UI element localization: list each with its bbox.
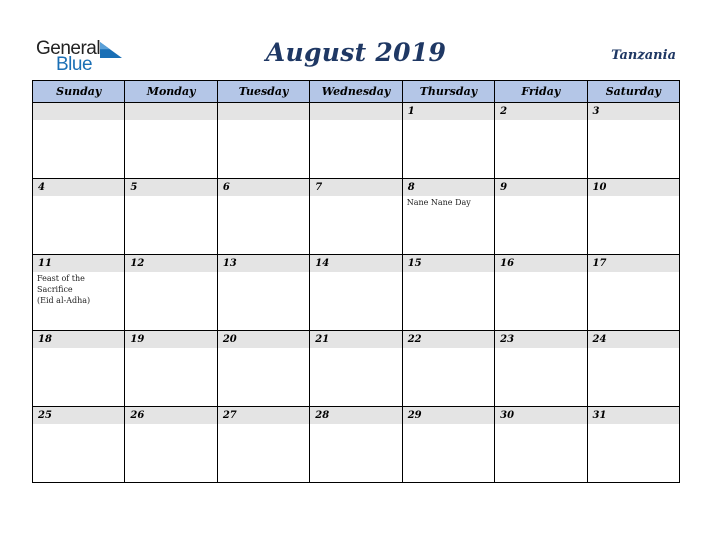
day-number: 15 bbox=[403, 255, 494, 272]
day-cell bbox=[33, 331, 125, 407]
brand-name-general: General bbox=[36, 38, 101, 59]
day-cell bbox=[587, 103, 679, 179]
day-cell bbox=[33, 255, 125, 331]
day-cell bbox=[33, 407, 125, 483]
day-number: 14 bbox=[310, 255, 401, 272]
day-cell bbox=[495, 103, 587, 179]
day-cell bbox=[125, 407, 217, 483]
weekday-thursday: Thursday bbox=[402, 81, 494, 103]
day-number: 17 bbox=[588, 255, 679, 272]
day-number: 6 bbox=[218, 179, 309, 196]
brand-name-blue: Blue bbox=[56, 54, 93, 75]
day-cell bbox=[33, 179, 125, 255]
empty-day-cell bbox=[310, 103, 402, 179]
day-number: 10 bbox=[588, 179, 679, 196]
holiday-event-line: Feast of the Sacrifice bbox=[37, 274, 85, 294]
day-number: 18 bbox=[33, 331, 124, 348]
weekday-monday: Monday bbox=[125, 81, 217, 103]
day-cell bbox=[125, 179, 217, 255]
empty-day-cell bbox=[125, 103, 217, 179]
week-row bbox=[33, 103, 680, 179]
day-number: 3 bbox=[588, 103, 679, 120]
day-number: 29 bbox=[403, 407, 494, 424]
day-number: 7 bbox=[310, 179, 401, 196]
day-number: 22 bbox=[403, 331, 494, 348]
day-cell bbox=[310, 179, 402, 255]
day-number: 16 bbox=[495, 255, 586, 272]
holiday-event-line: Nane Nane Day bbox=[406, 198, 471, 207]
day-cell bbox=[217, 179, 309, 255]
day-cell bbox=[495, 179, 587, 255]
day-number: 30 bbox=[495, 407, 586, 424]
day-number: 9 bbox=[495, 179, 586, 196]
day-number: 31 bbox=[588, 407, 679, 424]
calendar-title: August 2019 bbox=[265, 38, 447, 67]
weekday-header-row bbox=[33, 81, 680, 103]
holiday-event bbox=[403, 196, 494, 208]
calendar-grid bbox=[32, 80, 680, 483]
day-cell bbox=[587, 331, 679, 407]
day-cell bbox=[217, 331, 309, 407]
day-cell bbox=[125, 255, 217, 331]
day-number: 24 bbox=[588, 331, 679, 348]
day-number bbox=[218, 103, 309, 120]
week-row bbox=[33, 331, 680, 407]
day-number: 19 bbox=[125, 331, 216, 348]
day-cell bbox=[587, 179, 679, 255]
day-cell bbox=[310, 407, 402, 483]
empty-day-cell bbox=[33, 103, 125, 179]
day-number bbox=[33, 103, 124, 120]
weekday-friday: Friday bbox=[495, 81, 587, 103]
day-number: 23 bbox=[495, 331, 586, 348]
empty-day-cell bbox=[217, 103, 309, 179]
weekday-wednesday: Wednesday bbox=[310, 81, 402, 103]
day-cell bbox=[587, 255, 679, 331]
day-cell bbox=[495, 407, 587, 483]
week-row bbox=[33, 407, 680, 483]
day-cell bbox=[402, 255, 494, 331]
day-number: 28 bbox=[310, 407, 401, 424]
day-cell bbox=[495, 331, 587, 407]
day-number: 4 bbox=[33, 179, 124, 196]
day-cell bbox=[402, 407, 494, 483]
weekday-sunday: Sunday bbox=[33, 81, 125, 103]
day-number: 26 bbox=[125, 407, 216, 424]
day-number: 13 bbox=[218, 255, 309, 272]
day-cell bbox=[587, 407, 679, 483]
day-number: 2 bbox=[495, 103, 586, 120]
weekday-saturday: Saturday bbox=[587, 81, 679, 103]
day-number: 20 bbox=[218, 331, 309, 348]
holiday-event bbox=[33, 272, 124, 306]
day-number bbox=[125, 103, 216, 120]
holiday-event-line: (Eid al-Adha) bbox=[37, 296, 91, 305]
day-cell bbox=[217, 407, 309, 483]
day-number: 1 bbox=[403, 103, 494, 120]
day-number: 5 bbox=[125, 179, 216, 196]
day-number: 8 bbox=[403, 179, 494, 196]
day-number: 12 bbox=[125, 255, 216, 272]
day-cell bbox=[217, 255, 309, 331]
day-number bbox=[310, 103, 401, 120]
day-number: 11 bbox=[33, 255, 124, 272]
day-cell bbox=[495, 255, 587, 331]
day-cell bbox=[125, 331, 217, 407]
country-label: Tanzania bbox=[611, 48, 676, 63]
day-cell bbox=[402, 103, 494, 179]
day-cell bbox=[310, 255, 402, 331]
day-cell bbox=[310, 331, 402, 407]
weekday-tuesday: Tuesday bbox=[217, 81, 309, 103]
day-cell bbox=[402, 179, 494, 255]
day-number: 21 bbox=[310, 331, 401, 348]
week-row bbox=[33, 255, 680, 331]
week-row bbox=[33, 179, 680, 255]
day-number: 27 bbox=[218, 407, 309, 424]
day-cell bbox=[402, 331, 494, 407]
day-number: 25 bbox=[33, 407, 124, 424]
